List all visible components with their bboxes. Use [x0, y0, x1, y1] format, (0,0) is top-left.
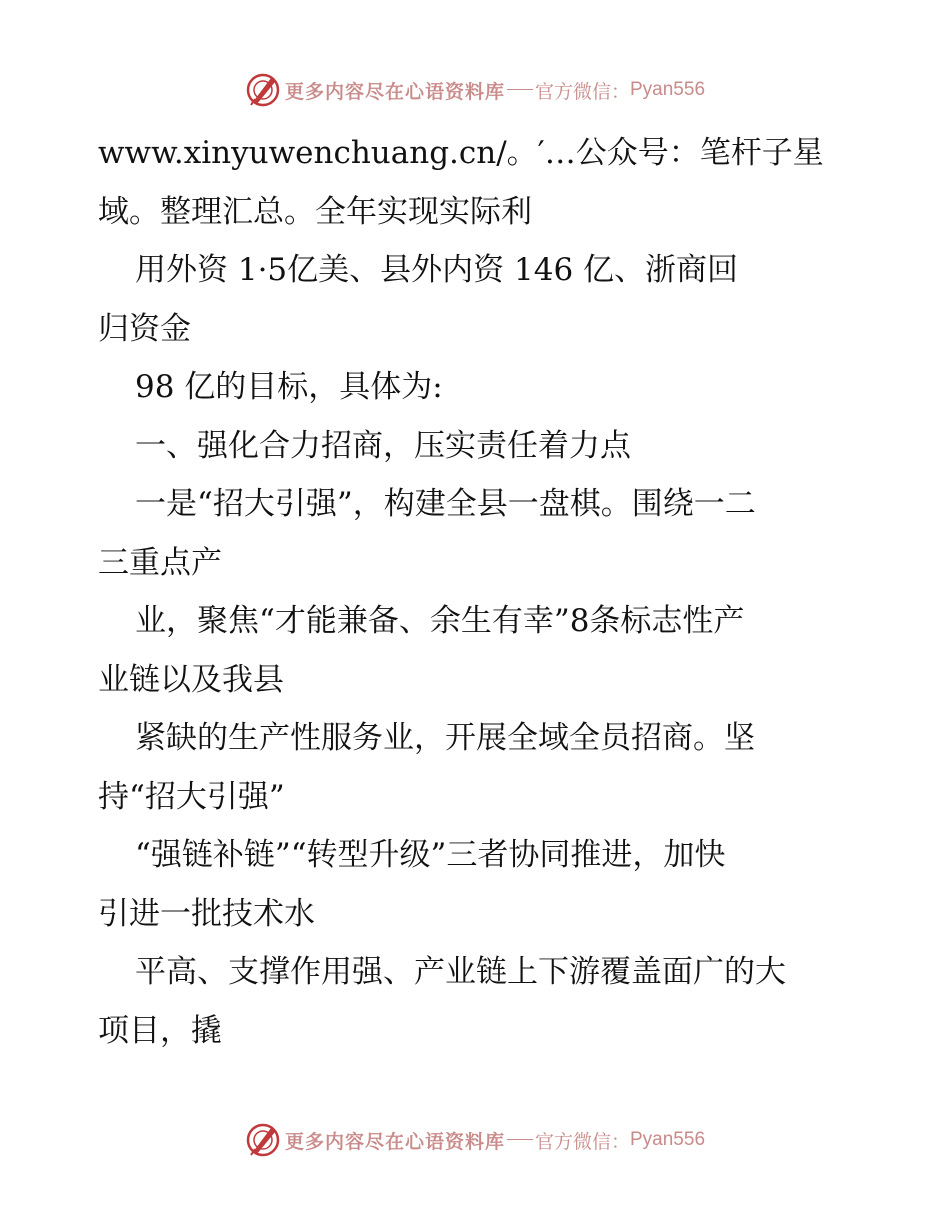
body-line: 持“招大引强” — [98, 778, 285, 815]
body-line: 项目，撬 — [98, 1012, 222, 1049]
footer-watermark — [0, 1120, 950, 1160]
body-line: 引进一批技术水 — [98, 895, 315, 932]
header-wechat-label: 官方微信： — [534, 80, 630, 103]
body-line: “强链补链”“转型升级”三者协同推进，加快 — [135, 837, 726, 873]
body-line: 域。整理汇总。全年实现实际利 — [98, 193, 532, 230]
body-line: www.xinyuwenchuang.cn/。′…公众号：笔杆子星 — [98, 135, 824, 171]
header-separator — [507, 89, 533, 90]
body-line: 归资金 — [98, 310, 191, 347]
body-line: 平高、支撑作用强、产业链上下游覆盖面广的大 — [135, 954, 786, 990]
footer-site-text: 更多内容尽在心语资料库 — [284, 1130, 505, 1153]
body-line: 一、强化合力招商，压实责任着力点 — [135, 427, 631, 464]
footer-wechat-id: Pyan556 — [630, 1129, 706, 1150]
body-line: 业，聚焦“才能兼备、余生有幸”8条标志性产 — [135, 603, 745, 639]
document-body — [98, 124, 888, 1060]
header-site-text: 更多内容尽在心语资料库 — [284, 80, 505, 103]
body-line: 业链以及我县 — [98, 661, 284, 698]
body-line: 98 亿的目标，具体为: — [135, 369, 443, 405]
footer-wechat-label: 官方微信： — [534, 1130, 630, 1153]
body-line: 用外资 1·5亿美、县外内资 146 亿、浙商回 — [135, 252, 739, 288]
footer-separator — [507, 1139, 533, 1140]
body-line: 紧缺的生产性服务业，开展全域全员招商。坚 — [135, 720, 755, 756]
header-watermark — [0, 70, 950, 110]
header-wechat-id: Pyan556 — [630, 79, 706, 100]
body-line: 三重点产 — [98, 544, 222, 581]
quill-logo-icon — [245, 72, 281, 108]
body-line: 一是“招大引强”，构建全县一盘棋。围绕一二 — [135, 486, 756, 522]
quill-logo-icon — [245, 1122, 281, 1158]
